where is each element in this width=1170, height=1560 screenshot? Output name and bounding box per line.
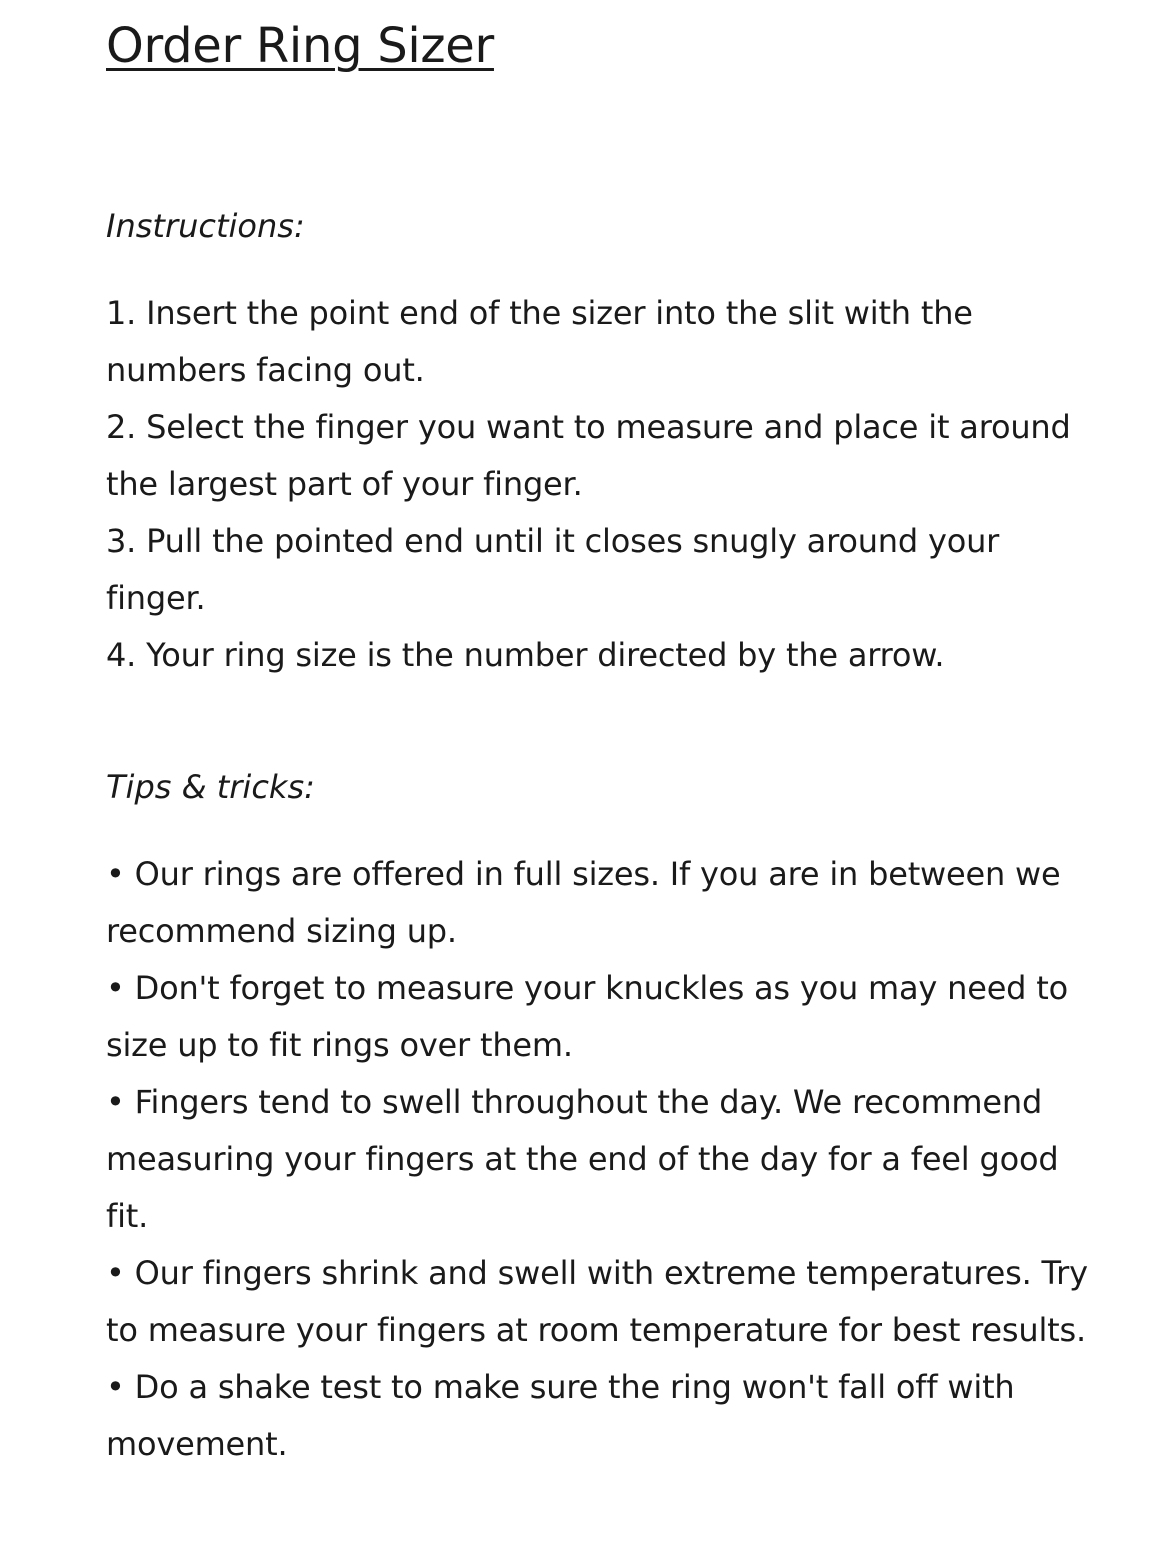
tips-list [106,846,1106,1473]
tip-item-full-sizes: • Our rings are offered in full sizes. If you are in between we recommend sizing up. [106,855,1061,950]
tip-item-temperature: • Our fingers shrink and swell with extreme temperatures. Try to measure your fingers at room temperature for best results. [106,1254,1088,1349]
order-ring-sizer-link[interactable]: Order Ring Sizer [106,18,494,74]
instruction-step-4: 4. Your ring size is the number directed by the arrow. [106,636,945,674]
tip-item-swelling: • Fingers tend to swell throughout the day. We recommend measuring your fingers at the end of the day for a feel good fit. [106,1083,1059,1235]
instruction-step-3: 3. Pull the pointed end until it closes snugly around your finger. [106,522,1000,617]
tip-item-shake-test: • Do a shake test to make sure the ring won't fall off with movement. [106,1368,1015,1463]
tip-item-knuckles: • Don't forget to measure your knuckles as you may need to size up to fit rings over them. [106,969,1068,1064]
tips-heading: Tips & tricks: [106,768,315,806]
instructions-list [106,285,1106,684]
instruction-step-2: 2. Select the finger you want to measure and place it around the largest part of your finger. [106,408,1071,503]
instruction-step-1: 1. Insert the point end of the sizer into the slit with the numbers facing out. [106,294,973,389]
instructions-heading: Instructions: [106,207,305,245]
